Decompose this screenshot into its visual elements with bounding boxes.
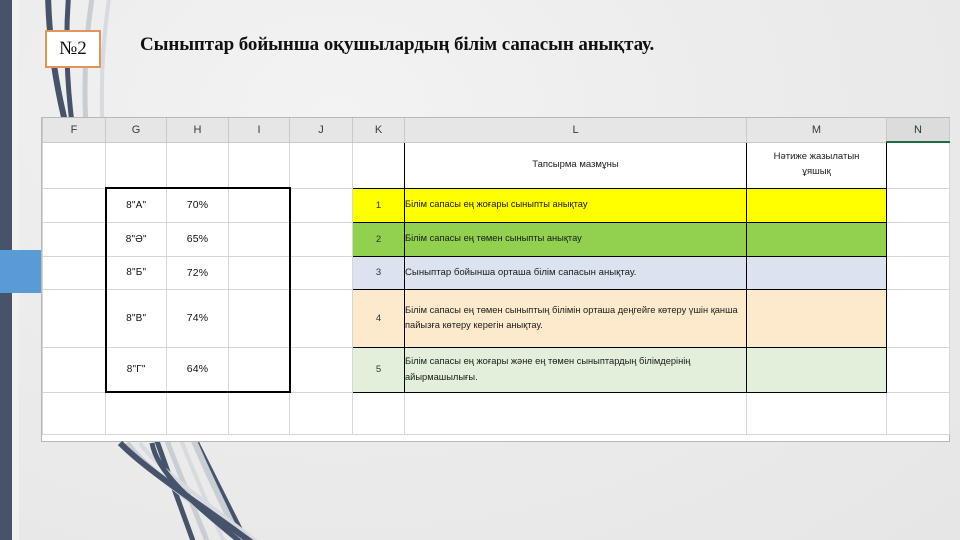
table-row — [43, 222, 950, 256]
class-quality-1[interactable]: 70% — [167, 188, 229, 222]
page-title: Сыныптар бойынша оқушылардың білім сапасын анықтау. — [140, 34, 655, 55]
task-text-5[interactable]: Білім сапасы ең жоғары және ең төмен сыныптардың білімдерінің айырмашылығы. — [405, 347, 747, 392]
column-header-g[interactable]: G — [106, 118, 167, 142]
task-text-2[interactable]: Білім сапасы ең төмен сыныпты анықтау — [405, 222, 747, 256]
cell-j-row2[interactable] — [290, 222, 353, 256]
cell-h-blank[interactable] — [167, 142, 229, 188]
cell-g-row6[interactable] — [106, 392, 167, 434]
table-row — [43, 347, 950, 392]
cell-j-row1[interactable] — [290, 188, 353, 222]
task-number-4[interactable]: 4 — [353, 289, 405, 347]
task-number-3[interactable]: 3 — [353, 256, 405, 289]
cell-n-row4[interactable] — [887, 289, 950, 347]
cell-j-row4[interactable] — [290, 289, 353, 347]
spreadsheet-grid — [42, 118, 950, 435]
class-blank-1[interactable] — [229, 188, 290, 222]
blue-accent-rectangle — [0, 250, 41, 293]
header-result-cell-line1: Нәтиже жазылатын — [773, 151, 860, 163]
cell-n-row1[interactable] — [887, 188, 950, 222]
class-blank-5[interactable] — [229, 347, 290, 392]
header-result-cell[interactable] — [747, 142, 887, 188]
class-name-5[interactable]: 8"Г" — [106, 347, 167, 392]
task-number-2[interactable]: 2 — [353, 222, 405, 256]
cell-f-blank[interactable] — [43, 142, 106, 188]
task-answer-4[interactable] — [747, 289, 887, 347]
cell-h-row6[interactable] — [167, 392, 229, 434]
table-row-empty — [43, 392, 950, 434]
cell-i-blank[interactable] — [229, 142, 290, 188]
spreadsheet-screenshot — [41, 117, 950, 442]
column-header-f[interactable]: F — [43, 118, 106, 142]
class-blank-3[interactable] — [229, 256, 290, 289]
task-answer-3[interactable] — [747, 256, 887, 289]
task-text-1[interactable]: Білім сапасы ең жоғары сыныпты анықтау — [405, 188, 747, 222]
column-header-j[interactable]: J — [290, 118, 353, 142]
class-quality-2[interactable]: 65% — [167, 222, 229, 256]
cell-j-blank[interactable] — [290, 142, 353, 188]
cell-n-row5[interactable] — [887, 347, 950, 392]
sheet-header-row — [43, 142, 950, 188]
cell-n-row2[interactable] — [887, 222, 950, 256]
cell-f-row5[interactable] — [43, 347, 106, 392]
task-answer-5[interactable] — [747, 347, 887, 392]
cell-f-row1[interactable] — [43, 188, 106, 222]
class-name-2[interactable]: 8"Ә" — [106, 222, 167, 256]
cell-l-row6[interactable] — [405, 392, 747, 434]
column-header-i[interactable]: I — [229, 118, 290, 142]
class-name-3[interactable]: 8"Б" — [106, 256, 167, 289]
cell-n-blank[interactable] — [887, 142, 950, 188]
cell-m-row6[interactable] — [747, 392, 887, 434]
slide-title-row — [0, 0, 960, 100]
cell-j-row6[interactable] — [290, 392, 353, 434]
column-header-h[interactable]: H — [167, 118, 229, 142]
column-header-m[interactable]: M — [747, 118, 887, 142]
table-row — [43, 188, 950, 222]
class-blank-4[interactable] — [229, 289, 290, 347]
cell-f-row2[interactable] — [43, 222, 106, 256]
class-blank-2[interactable] — [229, 222, 290, 256]
task-number-1[interactable]: 1 — [353, 188, 405, 222]
cell-f-row4[interactable] — [43, 289, 106, 347]
cell-k-blank[interactable] — [353, 142, 405, 188]
table-row — [43, 256, 950, 289]
cell-n-row6[interactable] — [887, 392, 950, 434]
class-name-1[interactable]: 8"А" — [106, 188, 167, 222]
slide-number-badge: №2 — [45, 30, 101, 68]
task-answer-1[interactable] — [747, 188, 887, 222]
class-quality-5[interactable]: 64% — [167, 347, 229, 392]
cell-k-row6[interactable] — [353, 392, 405, 434]
cell-g-blank[interactable] — [106, 142, 167, 188]
task-text-3[interactable]: Сыныптар бойынша орташа білім сапасын анықтау. — [405, 256, 747, 289]
cell-f-row6[interactable] — [43, 392, 106, 434]
table-row — [43, 289, 950, 347]
cell-f-row3[interactable] — [43, 256, 106, 289]
class-quality-4[interactable]: 74% — [167, 289, 229, 347]
header-task-content[interactable]: Тапсырма мазмұны — [405, 142, 747, 188]
task-number-5[interactable]: 5 — [353, 347, 405, 392]
cell-j-row3[interactable] — [290, 256, 353, 289]
class-quality-3[interactable]: 72% — [167, 256, 229, 289]
cell-j-row5[interactable] — [290, 347, 353, 392]
column-header-n[interactable]: N — [887, 118, 950, 142]
column-header-row — [43, 118, 950, 142]
header-result-cell-line2: ұяшық — [802, 166, 831, 177]
class-name-4[interactable]: 8"В" — [106, 289, 167, 347]
column-header-k[interactable]: K — [353, 118, 405, 142]
task-text-4[interactable]: Білім сапасы ең төмен сыныптың білімін орташа деңгейге көтеру үшін қанша пайызға көтеру керегін анықтау. — [405, 289, 747, 347]
column-header-l[interactable]: L — [405, 118, 747, 142]
task-answer-2[interactable] — [747, 222, 887, 256]
cell-i-row6[interactable] — [229, 392, 290, 434]
cell-n-row3[interactable] — [887, 256, 950, 289]
